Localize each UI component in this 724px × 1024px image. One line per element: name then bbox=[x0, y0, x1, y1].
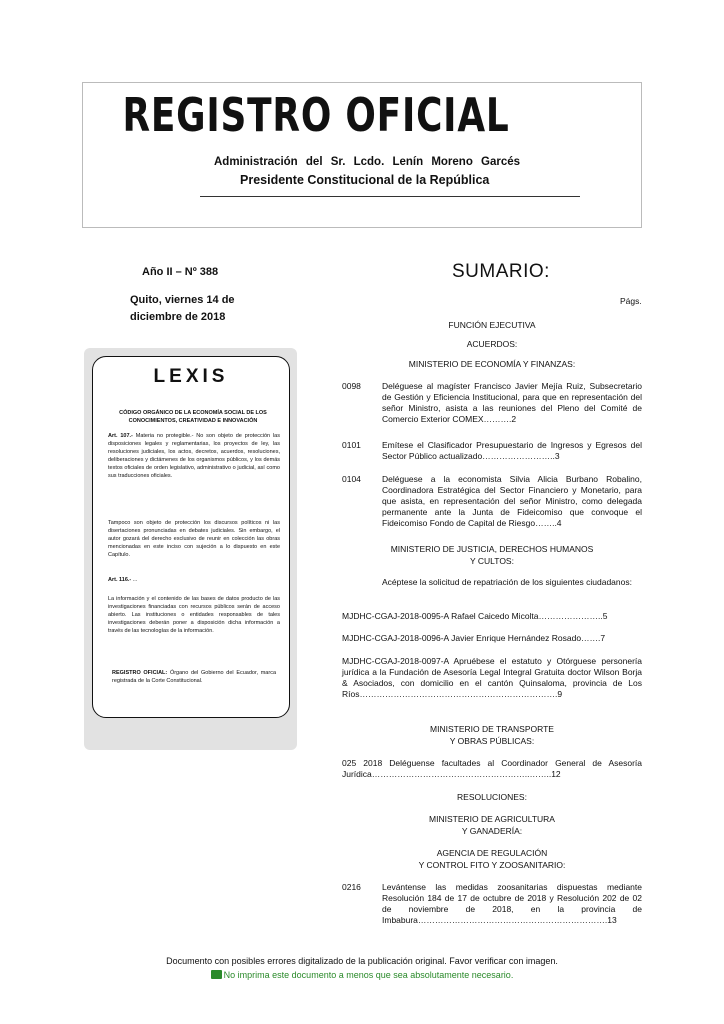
section-ministerio-justicia: MINISTERIO DE JUSTICIA, DERECHOS HUMANOS bbox=[390, 544, 594, 554]
entry-code: 0216 bbox=[342, 882, 361, 892]
administration-line: Administración del Sr. Lcdo. Lenín Moreno Garcés bbox=[214, 156, 521, 168]
issue-date: Quito, viernes 14 de diciembre de 2018 bbox=[130, 294, 235, 323]
registro-note-text: Órgano del Gobierno del Ecuador, marca registrada de la Corte Constitucional. bbox=[112, 670, 276, 684]
entry-text: Deléguese a la economista Silvia Alicia Burbano Robalino, Coordinadora Estratégica del Sector Financiero y Monetario, para que asista, en representación del señor Ministro, como delegada permanente ante la Junta de Fideicomiso que convoque el Fideicomiso Fondo de Capital de Riesgo……..4 bbox=[382, 474, 642, 528]
print-note-text: No imprima este documento a menos que sea absolutamente necesario. bbox=[223, 970, 514, 980]
section-ministerio-economia: MINISTERIO DE ECONOMÍA Y FINANZAS: bbox=[408, 359, 576, 369]
entry-text: MJDHC-CGAJ-2018-0095-A Rafael Caicedo Micolta…………………..5 bbox=[342, 611, 608, 621]
lexis-article-116 bbox=[108, 577, 280, 585]
section-ministerio-transporte: MINISTERIO DE TRANSPORTE bbox=[430, 724, 554, 734]
entry-text: Levántense las medidas zoosanitarias dispuestas mediante Resolución 184 de 17 de octubre de 2018 y Resolución 202 de 02 de noviembre de 2018, en la provincia de Imbabura………………………………………………………….13 bbox=[382, 882, 642, 925]
pages-label: Págs. bbox=[620, 296, 642, 306]
print-note bbox=[0, 970, 724, 980]
entry-text: MJDHC-CGAJ-2018-0097-A Apruébese el estatuto y Otórguese personería jurídica a la Fundación de Asesoría Legal Integral Gratuita doctor Wilson Borja & Asociados, con domicilio en el cantón Quinsaloma, provincia de Los Ríos…………………………………………………………….9 bbox=[342, 656, 642, 699]
entry-code: 0098 bbox=[342, 381, 361, 391]
section-acuerdos: ACUERDOS: bbox=[466, 339, 518, 349]
lexis-paragraph-4: La información y el contenido de las bases de datos producto de las investigaciones financiadas con recursos públicos serán de acceso abierto. Las instituciones o entidades responsables de tales investigaciones deberán poner a disposición dicha información a través de las tecnologías de la información. bbox=[108, 596, 280, 634]
article-116-text: ... bbox=[132, 577, 138, 583]
digitization-disclaimer: Documento con posibles errores digitalizado de la publicación original. Favor verificar con imagen. bbox=[166, 956, 558, 966]
section-ministerio-agricultura-cont: Y GANADERÍA: bbox=[461, 826, 523, 836]
registro-note-label: REGISTRO OFICIAL: bbox=[112, 670, 168, 676]
issue-number: Año II – Nº 388 bbox=[142, 266, 219, 278]
section-ministerio-agricultura: MINISTERIO DE AGRICULTURA bbox=[429, 814, 555, 824]
header-divider bbox=[200, 196, 580, 197]
entry-text: MJDHC-CGAJ-2018-0096-A Javier Enrique Hernández Rosado…….7 bbox=[342, 633, 606, 643]
lexis-logo: LEXIS bbox=[153, 366, 229, 387]
lexis-code-title: CÓDIGO ORGÁNICO DE LA ECONOMÍA SOCIAL DE LOS CONOCIMIENTOS, CREATIVIDAD E INNOVACIÓN bbox=[119, 410, 267, 424]
section-resoluciones: RESOLUCIONES: bbox=[457, 792, 527, 802]
entry-text: 025 2018 Deléguense facultades al Coordinador General de Asesoría Jurídica………………………………………………..……..12 bbox=[342, 758, 642, 779]
printer-recycle-icon bbox=[211, 970, 222, 979]
entry-code: 0101 bbox=[342, 440, 361, 450]
article-116-label: Art. 116.- bbox=[108, 577, 132, 583]
article-107-text: Materia no protegible.- No son objeto de protección las disposiciones legales y reglamentarias, los proyectos de ley, las resoluciones judiciales, los actos, decretos, acuerdos, resoluciones, deliberaciones y dictámenes de los organismos públicos, y los demás textos oficiales de orden legislativo, administrativo o judicial, así como sus traducciones oficiales. bbox=[108, 433, 280, 479]
repatriation-intro: Acéptese la solicitud de repatriación de los siguientes ciudadanos: bbox=[382, 577, 632, 587]
lexis-paragraph-2: Tampoco son objeto de protección los discursos políticos ni las disertaciones pronunciadas en debates judiciales. Sin embargo, el autor gozará del derecho exclusivo de reunir en colección las obras mencionadas en este inciso con sujeción a lo dispuesto en este Capítulo. bbox=[108, 520, 280, 558]
section-ministerio-justicia-cont: Y CULTOS: bbox=[470, 556, 514, 566]
entry-text: Emítese el Clasificador Presupuestario de Ingresos y Egresos del Sector Público actualizado……………………..3 bbox=[382, 440, 642, 461]
article-107-label: Art. 107.- bbox=[108, 433, 133, 439]
section-agencia: AGENCIA DE REGULACIÓN bbox=[436, 848, 548, 858]
section-ministerio-transporte-cont: Y OBRAS PÚBLICAS: bbox=[449, 736, 535, 746]
gazette-title: REGISTRO OFICIAL bbox=[122, 88, 510, 142]
lexis-registro-note bbox=[112, 670, 276, 686]
section-agencia-cont: Y CONTROL FITO Y ZOOSANITARIO: bbox=[418, 860, 566, 870]
lexis-article-107 bbox=[108, 433, 280, 480]
entry-text: Deléguese al magíster Francisco Javier Mejía Ruiz, Subsecretario de Gestión y Eficiencia Institucional, para que en representación del señor Ministro, asista a las reuniones del Pleno del Comité de Comercio Exterior COMEX……….2 bbox=[382, 381, 642, 424]
entry-code: 0104 bbox=[342, 474, 361, 484]
sumario-title: SUMARIO: bbox=[452, 261, 550, 282]
president-line: Presidente Constitucional de la República bbox=[240, 173, 490, 187]
section-funcion-ejecutiva: FUNCIÓN EJECUTIVA bbox=[448, 320, 536, 330]
